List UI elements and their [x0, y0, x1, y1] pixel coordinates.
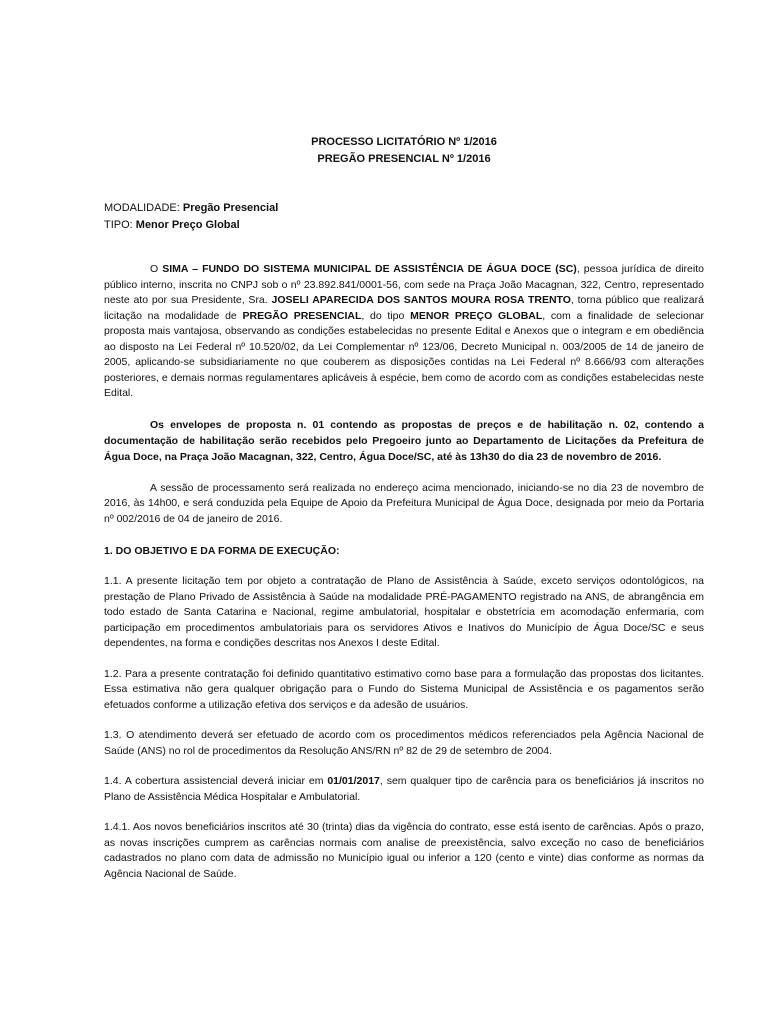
intro-text-4: , do tipo [361, 309, 411, 322]
auction-title: PREGÃO PRESENCIAL Nº 1/2016 [317, 153, 491, 165]
clause-1-1: 1.1. A presente licitação tem por objeto a contratação de Plano de Assistência à Saúde, exceto serviços odontológicos, na prestação de Plano Privado de Assistência à Saúde na modalidade PRÉ-PAGAMENTO registrado na ANS, de abrangência em todo estado de Santa Catarina e Nacional, regime ambulatorial, hospitalar e obstetrícia em acomodação enfermaria, com participação em procedimentos ambulatoriais para os servidores Ativos e Inativos do Município de Água Doce/SC e seus dependentes, na forma e condições descritas nos Anexos I deste Edital. [104, 575, 704, 649]
clause-1-3: 1.3. O atendimento deverá ser efetuado de acordo com os procedimentos médicos referenciados pela Agência Nacional de Saúde (ANS) no rol de procedimentos da Resolução ANS/RN nº 82 de 29 de setembro de 2004. [104, 729, 704, 757]
clause-1-4-text-a: 1.4. A cobertura assistencial deverá iniciar em [104, 775, 328, 787]
clause-1-4-text-c: , sem qualquer tipo de carência para os beneficiários já inscritos no Plano de Assistência Médica Hospitalar e Ambulatorial. [104, 775, 704, 803]
intro-text-5: , com a finalidade de selecionar proposta mais vantajosa, observando as condições estabelecidas no presente Edital e Anexos que o integram e em obediência ao disposto na Lei Federal nº 10.520/02, da Lei Complementar nº 123/06, Decreto Municipal n. 003/2005 de 14 de janeiro de 2005, aplicando-se subsidiariamente no que couberem as disposições contidas na Lei Federal nº 8.666/93 com alterações posteriores, e demais normas regulamentares aplicáveis à espécie, bem como de acordo com as condições estabelecidas neste Edital. [104, 309, 704, 399]
intro-text-2: , pessoa jurídica de direito público interno, inscrita no CNPJ sob o nº 23.892.841/0001-56, com sede na Praça João Macagnan, 322, Centro, representado neste ato por sua Presidente, Sra. [104, 263, 704, 306]
clause-1-4 [104, 774, 704, 805]
intro-text-3: , torna público que realizará licitação na modalidade de [104, 294, 704, 322]
section-1-heading: 1. DO OBJETIVO E DA FORMA DE EXECUÇÃO: [104, 545, 340, 557]
modalidade-value: Pregão Presencial [182, 202, 279, 214]
coverage-start-date: 01/01/2017 [327, 775, 380, 787]
intro-president-name: JOSELI APARECIDA DOS SANTOS MOURA ROSA TRENTO [271, 294, 571, 306]
tender-meta [104, 200, 704, 234]
tipo-line [104, 217, 704, 234]
document-title [104, 134, 704, 168]
modalidade-label: MODALIDADE: [104, 202, 183, 214]
intro-entity-name: SIMA – FUNDO DO SISTEMA MUNICIPAL DE ASSISTÊNCIA DE ÁGUA DOCE (SC) [162, 263, 577, 275]
intro-text-1: O [150, 263, 163, 275]
clause-1-2: 1.2. Para a presente contratação foi definido quantitativo estimativo como base para a formulação das propostas dos licitantes. Essa estimativa não gera qualquer obrigação para o Fundo do Sistema Municipal de Assistência e os pagamentos serão efetuados conforme a utilização efetiva dos serviços e da adesão de usuários. [104, 667, 704, 711]
clause-1-4-1: 1.4.1. Aos novos beneficiários inscritos até 30 (trinta) dias da vigência do contrato, esse está isento de carências. Após o prazo, as novas inscrições cumprem as carências normais com analise de preexistência, salvo exceção no caso de beneficiários cadastrados no plano com data de admissão no Município igual ou inferior a 120 (cento e vinte) dias conforme as normas da Agência Nacional de Saúde. [104, 821, 704, 880]
intro-paragraph [104, 262, 704, 402]
process-title: PROCESSO LICITATÓRIO Nº 1/2016 [311, 136, 497, 148]
envelopes-paragraph: Os envelopes de proposta n. 01 contendo as propostas de preços e de habilitação n. 02, contendo a documentação de habilitação serão recebidos pelo Pregoeiro junto ao Departamento de Licitações da Prefeitura de Água Doce, na Praça João Macagnan, 322, Centro, Água Doce/SC, até às 13h30 do dia 23 de novembro de 2016. [104, 418, 704, 463]
intro-modality: PREGÃO PRESENCIAL [242, 309, 362, 322]
tipo-value: Menor Preço Global [135, 219, 240, 231]
session-paragraph: A sessão de processamento será realizada no endereço acima mencionado, iniciando-se no dia 23 de novembro de 2016, às 14h00, e será conduzida pela Equipe de Apoio da Prefeitura Municipal de Água Doce, designada por meio da Portaria nº 002/2016 de 04 de janeiro de 2016. [104, 481, 704, 525]
modalidade-line [104, 200, 704, 217]
intro-type: MENOR PREÇO GLOBAL [410, 309, 543, 322]
tipo-label: TIPO: [104, 219, 136, 231]
